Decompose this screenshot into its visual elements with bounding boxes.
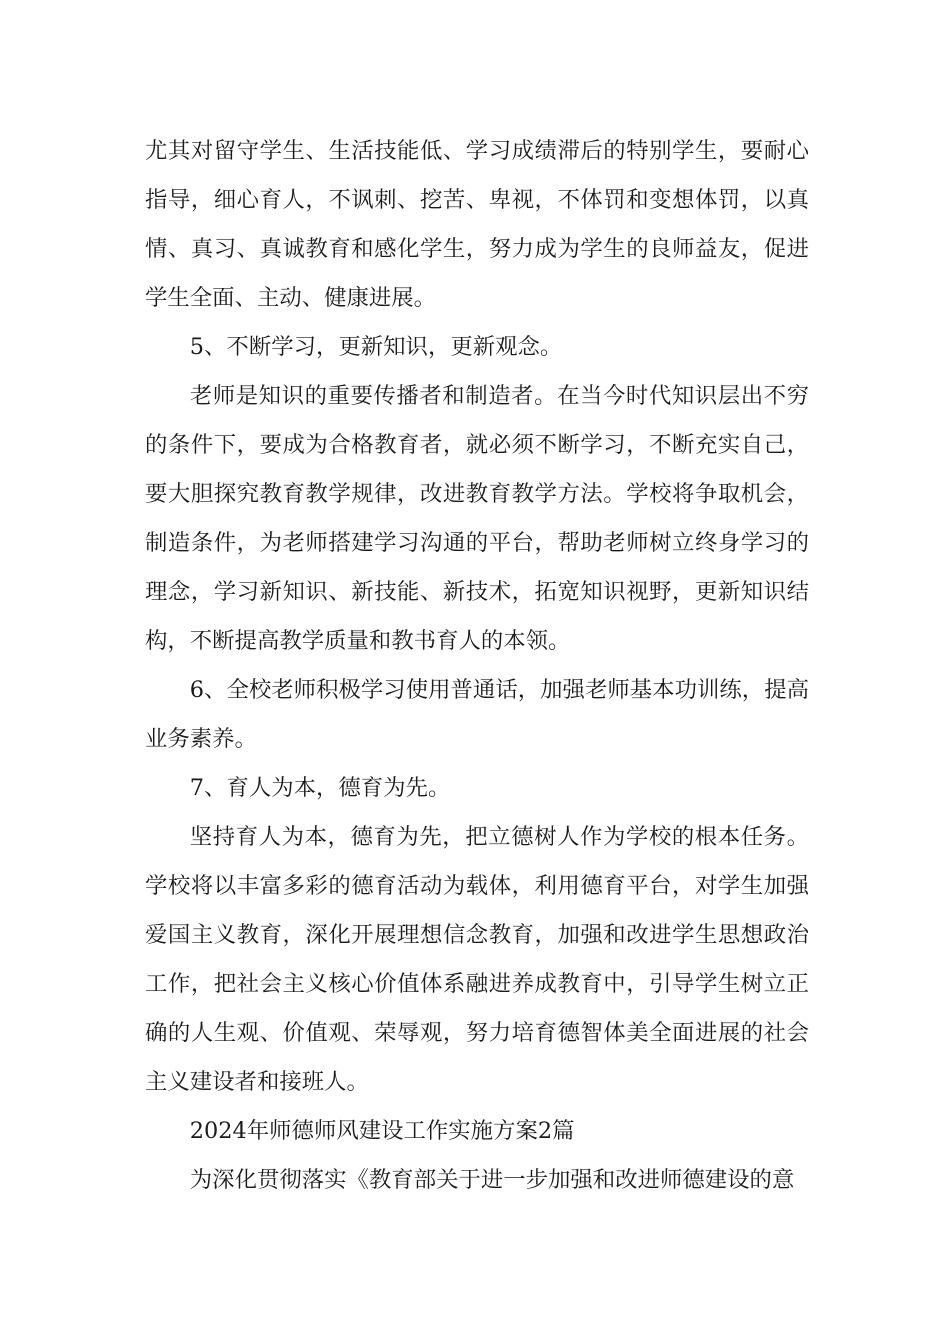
paragraph-item5-heading: 5、不断学习，更新知识，更新观念。: [189, 334, 563, 360]
section-title: 2024年师德师风建设工作实施方案2篇: [189, 1118, 575, 1144]
paragraph-item5-body: 老师是知识的重要传播者和制造者。在当今时代知识层出不穷的条件下，要成为合格教育者，就必须不断学习，不断充实自己，要大胆探究教育教学规律，改进教育教学方法。学校将争取机会，制造条件，为老师搭建学习沟通的平台，帮助老师树立终身学习的理念，学习新知识、新技能、新技术，拓宽知识视野，更新知识结构，不断提高教学质量和教书育人的本领。: [145, 383, 809, 654]
body-text: [145, 127, 809, 1205]
paragraph-continued: 尤其对留守学生、生活技能低、学习成绩滞后的特别学生，要耐心指导，细心育人，不讽刺、挖苦、卑视，不体罚和变想体罚，以真情、真习、真诚教育和感化学生，努力成为学生的良师益友，促进学生全面、主动、健康进展。: [145, 138, 809, 311]
paragraph-section-intro: 为深化贯彻落实《教育部关于进一步加强和改进师德建设的意: [189, 1167, 795, 1193]
paragraph-item6: 6、全校老师积极学习使用普通话，加强老师基本功训练，提高业务素养。: [145, 677, 809, 752]
paragraph-item7-body: 坚持育人为本，德育为先，把立德树人作为学校的根本任务。学校将以丰富多彩的德育活动为载体，利用德育平台，对学生加强爱国主义教育，深化开展理想信念教育，加强和改进学生思想政治工作，把社会主义核心价值体系融进养成教育中，引导学生树立正确的人生观、价值观、荣辱观，努力培育德智体美全面进展的社会主义建设者和接班人。: [145, 824, 809, 1095]
paragraph-item7-heading: 7、育人为本，德育为先。: [189, 775, 451, 801]
